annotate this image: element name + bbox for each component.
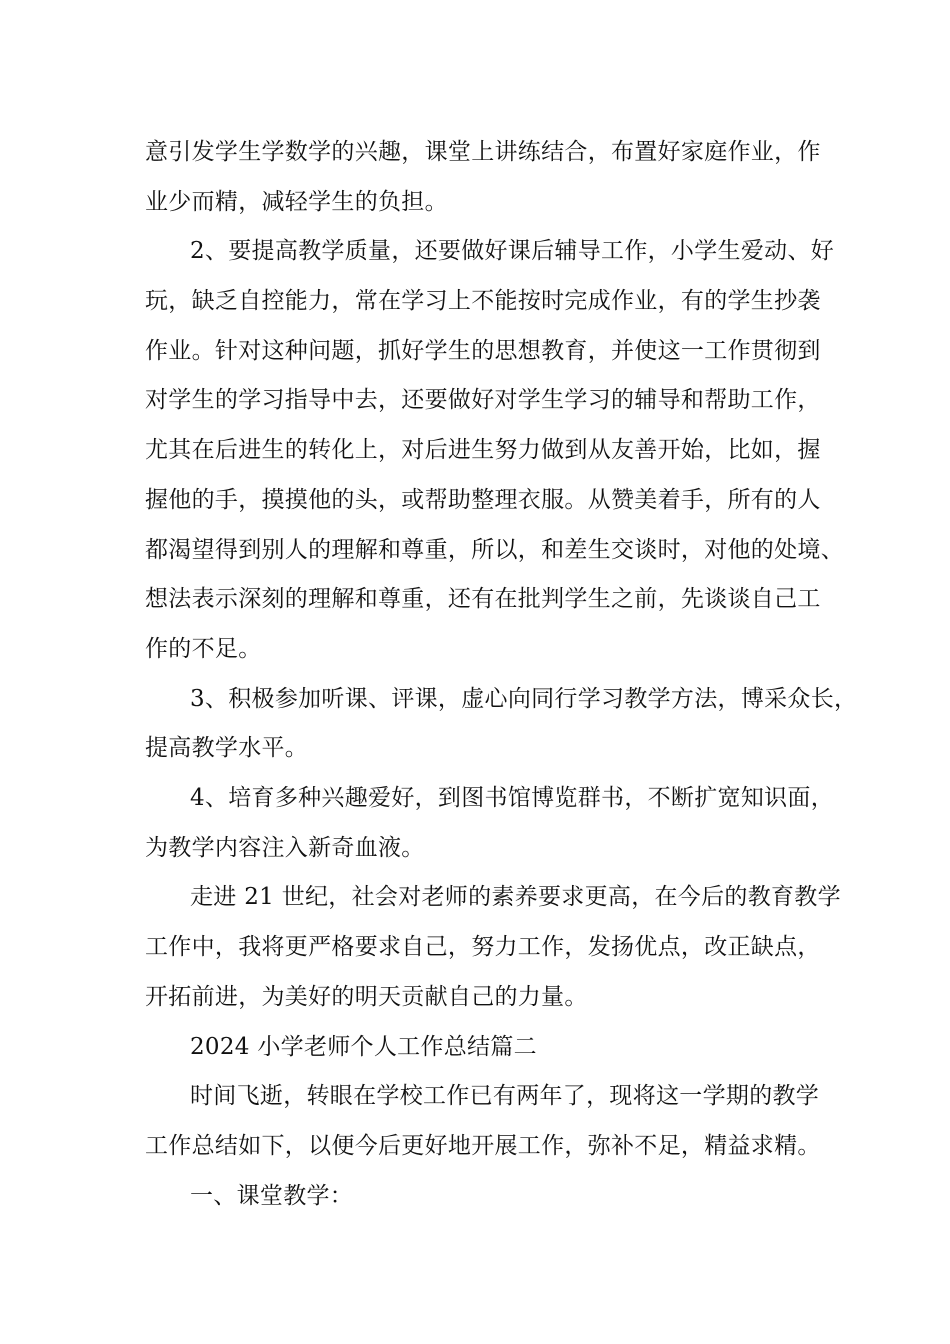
text-line: 走进 21 世纪，社会对老师的素养要求更高，在今后的教育教学 — [190, 884, 841, 910]
text-line: 2、要提高教学质量，还要做好课后辅导工作，小学生爱动、好 — [190, 238, 835, 264]
text-line: 业少而精，减轻学生的负担。 — [145, 189, 448, 215]
text-line: 作业。针对这种问题，抓好学生的思想教育，并使这一工作贯彻到 — [145, 338, 821, 364]
text-line: 玩，缺乏自控能力，常在学习上不能按时完成作业，有的学生抄袭 — [145, 288, 821, 314]
text-line: 时间飞逝，转眼在学校工作已有两年了，现将这一学期的教学 — [190, 1083, 820, 1109]
text-line: 想法表示深刻的理解和尊重，还有在批判学生之前，先谈谈自己工 — [145, 586, 821, 612]
text-line: 作的不足。 — [145, 636, 262, 662]
text-line: 3、积极参加听课、评课，虚心向同行学习教学方法，博采众长， — [190, 686, 858, 712]
text-line: 尤其在后进生的转化上，对后进生努力做到从友善开始，比如，握 — [145, 437, 821, 463]
text-line: 握他的手，摸摸他的头，或帮助整理衣服。从赞美着手，所有的人 — [145, 487, 821, 513]
text-line: 工作中，我将更严格要求自己，努力工作，发扬优点，改正缺点， — [145, 934, 821, 960]
text-line: 都渴望得到别人的理解和尊重，所以，和差生交谈时，对他的处境、 — [145, 537, 844, 563]
text-line: 为教学内容注入新奇血液。 — [145, 835, 425, 861]
text-line: 对学生的学习指导中去，还要做好对学生学习的辅导和帮助工作， — [145, 387, 821, 413]
text-line: 工作总结如下，以便今后更好地开展工作，弥补不足，精益求精。 — [145, 1133, 821, 1159]
text-line: 提高教学水平。 — [145, 735, 309, 761]
text-line: 开拓前进，为美好的明天贡献自己的力量。 — [145, 984, 588, 1010]
subsection-heading: 一、课堂教学： — [190, 1183, 354, 1209]
section-heading: 2024 小学老师个人工作总结篇二 — [190, 1034, 537, 1060]
text-line: 4、培育多种兴趣爱好，到图书馆博览群书，不断扩宽知识面， — [190, 785, 835, 811]
text-line: 意引发学生学数学的兴趣，课堂上讲练结合，布置好家庭作业，作 — [145, 139, 821, 165]
